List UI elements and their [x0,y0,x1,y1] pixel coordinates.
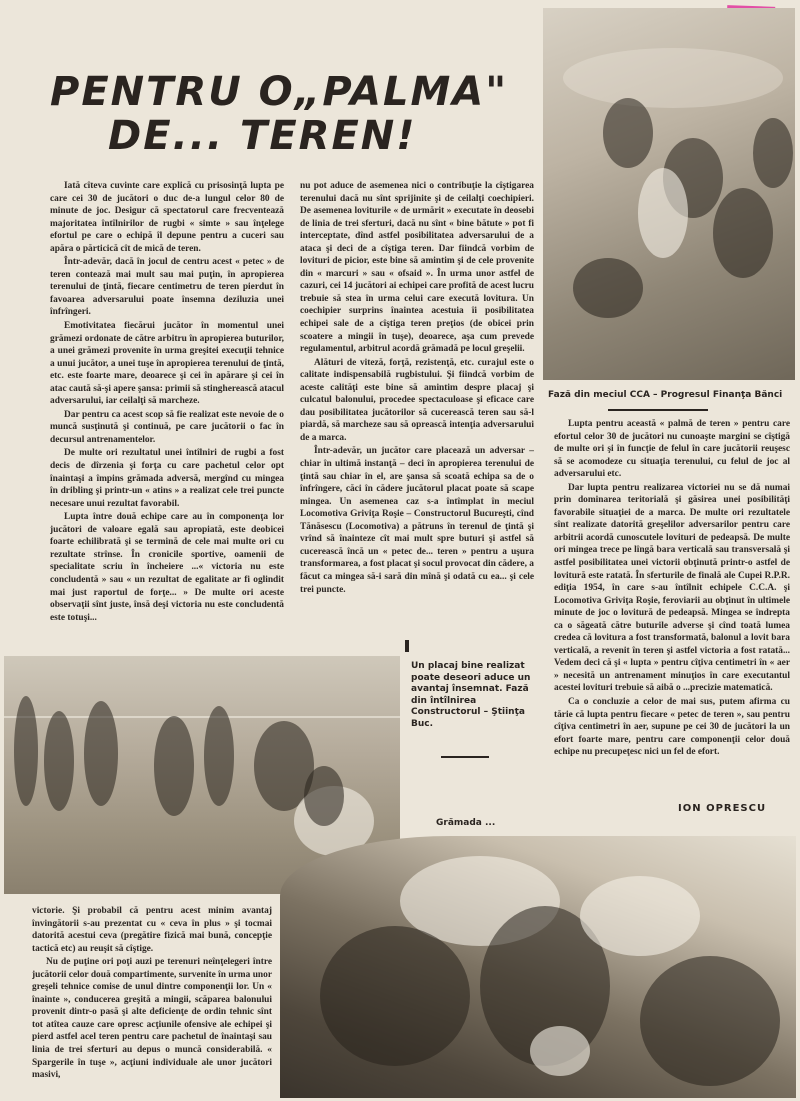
col1-paragraph: Lupta între două echipe care au în componenţa lor jucători de valoare egală sau apropiată, este deobicei foarte echilibrată şi se termină de cele mai multe ori cu rezultate strînse. În cronicile sportive, oamenii de specialitate scriu în încheiere ...« victoria nu este concludentă » sau « un rezultat de egalitate ar fi oglindit mai just raportul de forţe... » De multe ori aceste observaţii sînt juste, însă deşi victoria nu este concludentă este totuşi... [50,512,284,623]
col3-paragraph: Ca o concluzie a celor de mai sus, putem afirma cu tărie că lupta pentru fiecare « petec de teren », sau pentru cîţiva centimetri în aer, supune pe cei 30 de jucători la un efort foarte mare, pentru care componenţii celor două echipe nu precupeţesc nici un fel de efort. [554,697,790,758]
text-column-1 [50,180,284,642]
col3-paragraph: Lupta pentru această « palmă de teren » pentru care efortul celor 30 de jucători nu cunoaşte margini se cîştigă de multe ori şi în funcţie de felul în care jucătorii reuşesc să se acomodeze cu situaţia terenului, cu felul de joc al adversarului etc. [554,419,790,480]
caption-middle-photo: Un placaj bine realizat poate deseori aduce un avantaj însemnat. Fază din întîlnirea Constructorul – Ştiinţa Buc. [411,661,531,729]
text-column-bottom [32,905,272,1097]
col2-paragraph: Într-adevăr, un jucător care placează un adversar – chiar în ultimă instanţă – deci în apropierea terenului de ţintă sau chiar în el, are şansa să scoată echipa sa de o înfrîngere, căci în cădere jucătorul placat poate să scape mingea. Un asemenea caz s-a întîmplat în meciul Locomotiva Griviţa Roşie – Constructorul Bucureşti, cînd Tănăsescu (Locomotiva) a pătruns în terenul de ţintă şi vrînd să înainteze cît mai mult spre buturi şi astfel să cucerească încă un « petec de... teren » pentru a uşura transformarea, a fost placat şi socul provocat din cădere, a făcut ca mingea să-i sară din mînă şi odată cu ea... şi cele trei puncte. [300,446,534,595]
col2-paragraph: Alături de viteză, forţă, rezistenţă, etc. curajul este o calitate indispensabilă rugbistului. Şi fiindcă vorbim de aceste calităţi este bine să amintim despre placaj şi culcatul balonului, procedee spectaculoase şi eficace care dau posibilitatea jucătorilor să cucerească teren sau să-l piardă, să marcheze sau să oprească intenţia adversarului de a marca. [300,357,534,443]
headline-line-2: DE... TEREN! [108,113,417,159]
photo-scrum [280,836,796,1098]
photo-top-right [543,8,795,380]
col1-paragraph: Într-adevăr, dacă în jocul de centru acest « petec » de teren contează mai mult sau mai puţin, în apropierea terenului de ţintă, fiecare centimetru de teren pierdut în favoarea adversarului poate însemna deziluzia unei înfrîngeri. [50,257,284,318]
text-column-2 [300,180,534,642]
article-headline [50,70,550,158]
caption-rule-middle [441,756,489,758]
headline-line-1: PENTRU O„PALMA" [50,69,509,115]
caption-scrum-photo: Grămada ... [436,818,496,828]
caption-rule-top [608,409,708,411]
col1-paragraph: De multe ori rezultatul unei întîlniri de rugbi a fost decis de dîrzenia şi forţa cu care pachetul celor opt înaintaşi a împins grămada adversă, mergînd cu mingea în dribling şi printr-un « atins » a realizat cele trei puncte necesare unui rezultat favorabil. [50,448,284,509]
col1-paragraph: Iată cîteva cuvinte care explică cu prisosinţă lupta pe care cei 30 de jucători o duc de-a lungul celor 80 de minute de joc. Desigur că spectatorul care frecventează majoritatea întîlnirilor de rugbi « simte » sau înţelege efortul pe care o echipă îl depune pentru a cuceri sau apăra o părticică cît de mică de teren. [50,181,284,254]
col1-paragraph: Emotivitatea fiecărui jucător în momentul unei grămezi ordonate de către arbitru în apropierea buturilor, a unei grămezi provenite în urma greşitei execuţii tehnice a unui jucător, a unei tuşe în apropierea terenului de ţintă, etc. este foarte mare, deoarece şi cei în apărare şi cei în atac caută să-şi apere şansa: primii să stingherească atacul adversarului, iar ceilalţi să marcheze. [50,321,284,407]
col-bottom-paragraph: victorie. Şi probabil că pentru acest minim avantaj învingătorii s-au prezentat cu « ceva în plus » şi tocmai datorită acestui ceva (pregătire fizică mai bună, concepţie tactică etc) au reuşit să cîştige. [32,906,272,954]
column-end-mark [405,640,409,652]
text-column-3 [554,418,790,803]
col2-paragraph: nu pot aduce de asemenea nici o contribuţie la cîştigarea terenului dacă nu sînt sprijinite şi de ceilalţi coechipieri. De asemenea loviturile « de urmărit » executate în deosebi de linia de trei sferturi, dacă nu sînt « bine bătute » pot fi interceptate, dînd astfel posibilitatea adversarului de a ataca şi deci de a cîştiga teren. Dar fiindcă vorbim de lovituri de picior, este bine să amintim şi de cele provenite din « marcuri » sau « ofsaid ». În urma unor astfel de cazuri, cei 14 jucători ai echipei care profită de acest lucru trebuie să stea în urma celui care execută lovitura. Un coechipier surprins înaintea acestuia îi posibilitatea echipei sale de a cîştiga teren preţios (de obicei prin scoatere a mingii în tuşe), deoarece, aşa cum prevede regulamentul, arbitrul acordă grămadă pe locul greşelii. [300,181,534,355]
caption-top-photo: Fază din meciul CCA – Progresul Finanţa Bănci [548,390,783,400]
col1-paragraph: Dar pentru ca acest scop să fie realizat este nevoie de o muncă susţinută şi continuă, pe care jucătorii o fac în decursul antrenamentelor. [50,409,284,445]
article-byline: ION OPRESCU [678,803,767,814]
col-bottom-paragraph: Nu de puţine ori poţi auzi pe terenuri neînţelegeri între jucătorii celor două compartimente, survenite în urma unor greşeli tehnice comise de unul dintre componenţii lor. Un « înainte », conducerea greşită a mingii, scăparea balonului provenit dintr-o pasă şi alte deficienţe de ordin tehnic sînt tot atîtea cauze care opresc acţiunile ofensive ale echipei şi pierd astfel acel teren pentru care pachetul de înaintaşi sau linia de trei sferturi au depus o muncă considerabilă. « Spargerile în tuşe », acţiuni individuale ale unor jucători masivi, [32,957,272,1081]
col3-paragraph: Dar lupta pentru realizarea victoriei nu se dă numai prin dominarea teritorială şi găsirea unei posibilităţi favorabile situaţiei de a marca. De multe ori rezultatele sînt realizate datorită greşelilor adversarilor pentru care arbitrii acordă cunoscutele lovituri de pedeapsă. De multe ori mingea trece pe lîngă bara verticală sau transversală şi astfel posibilitatea unei victorii obţinută printr-o astfel de lovitură este ratată. În sferturile de finală ale Cupei R.P.R. ediţia 1954, în care s-au întîlnit echipele C.C.A. şi Locomotiva Griviţa Roşie, feroviarii au obţinut în ultimele minute de joc o lovitură de pedeapsă. Mingea se îndrepta ca o săgeată către buturile adverse şi cînd toată lumea credea că lovitura a fost transformată, balonul a lovit bara verticală, a revenit în teren şi astfel victoria a fost ratată... Vedem deci că şi « lupta » pentru cîţiva centimetri în « aer » necesită un antrenament minuţios în care executantul acestei lovituri trebuie să aibă o ...precizie matematică. [554,482,790,694]
